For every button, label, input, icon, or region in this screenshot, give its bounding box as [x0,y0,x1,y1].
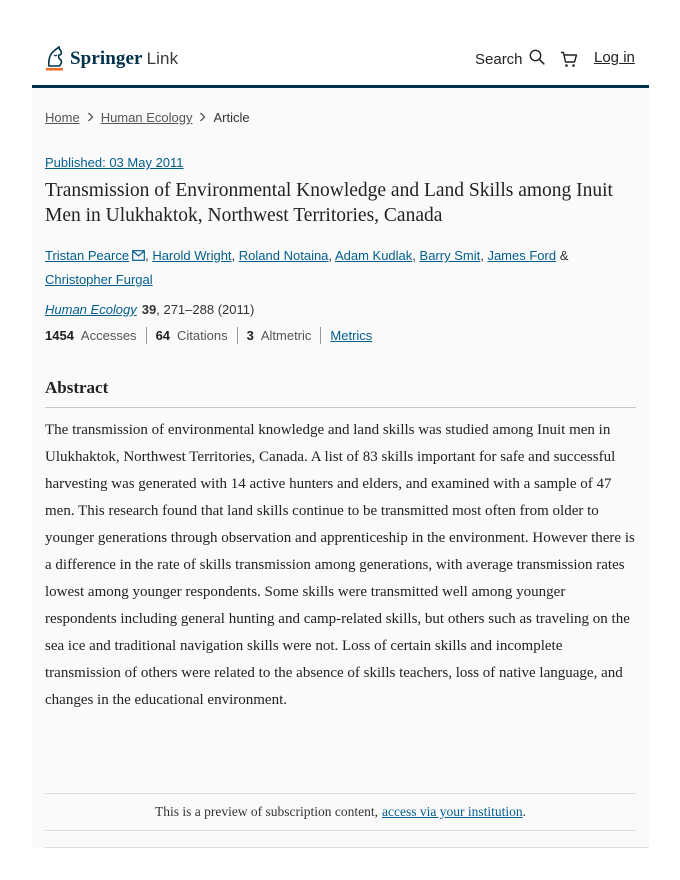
springer-link-logo[interactable] [44,45,178,73]
search-label: Search [475,50,523,68]
accesses-value: 1454 [45,328,74,343]
journal-pages-year: , 271–288 (2011) [156,302,255,317]
published-date[interactable]: Published: 03 May 2011 [45,155,184,170]
breadcrumb-current: Article [213,110,250,125]
author-separator: , [328,248,333,263]
institution-access-link[interactable]: access via your institution [382,804,523,819]
divider [45,847,649,848]
accesses-label: Accesses [80,328,137,343]
abstract-text: The transmission of environmental knowledge and land skills was studied among Inuit men in Ulukhaktok, Northwest Territories, Canada. A list of 83 skills important for safe and successful harvesting was generated with 14 active hunters and elders, and examined with a sample of 47 men. This research found that land skills continue to be transmitted most often from older to younger generations through observation and apprenticeship in the environment. However there is a difference in the rate of skills transmission among generations, with average transmission rates lowest among younger respondents. Some skills were transmitted well among younger respondents including general hunting and camp-related skills, but others such as traveling on the sea ice and traditional navigation skills were not. Loss of certain skills and incomplete transmission of others were related to the absence of skills teachers, loss of native language, and changes in the educational environment. [45,422,635,708]
chevron-right-icon [199,110,206,125]
logo-brand: Springer [70,48,143,69]
journal-link[interactable]: Human Ecology [45,302,137,317]
mail-icon[interactable] [132,245,145,268]
metrics-link[interactable]: Metrics [330,328,373,343]
author-link[interactable]: Christopher Furgal [45,272,153,287]
breadcrumb-journal[interactable]: Human Ecology [100,110,193,125]
altmetric-metric [237,327,321,344]
altmetric-value: 3 [246,328,254,343]
article-content [32,88,649,848]
chevron-right-icon [87,110,94,125]
citations-value: 64 [155,328,171,343]
author-separator: , [231,248,236,263]
author-link[interactable]: Tristan Pearce [45,248,130,263]
journal-volume: 39 [141,302,157,317]
login-link[interactable]: Log in [594,49,635,66]
abstract-heading: Abstract [45,378,636,408]
logo-wordmark [70,48,178,70]
breadcrumb-home[interactable]: Home [45,110,80,125]
breadcrumb [45,110,250,125]
altmetric-label: Altmetric [260,328,312,343]
author-separator: , [480,248,484,263]
article-title: Transmission of Environmental Knowledge and Land Skills among Inuit Men in Ulukhaktok, Northwest Territories, Canada [45,180,613,226]
citation-line [45,302,254,317]
search-icon [523,49,545,69]
author-link[interactable]: Roland Notaina [238,248,329,263]
article-metrics [45,327,381,344]
site-header [32,40,649,88]
metrics-link-item [320,327,381,344]
author-link[interactable]: James Ford [487,248,557,263]
cart-icon[interactable] [560,51,578,73]
search-button[interactable] [475,49,545,69]
author-link[interactable]: Harold Wright [152,248,232,263]
author-separator: , [145,248,149,263]
logo-suffix: Link [146,49,179,68]
citations-label: Citations [177,328,228,343]
author-link[interactable]: Barry Smit [419,248,481,263]
author-separator: , [412,248,416,263]
author-list [45,244,635,291]
accesses-metric [45,327,146,344]
preview-end: . [522,804,527,819]
author-ampersand: & [559,248,569,263]
preview-text: This is a preview of subscription content, [154,804,379,819]
springer-horse-icon [44,46,66,72]
subscription-preview-notice [45,793,636,831]
author-link[interactable]: Adam Kudlak [334,248,413,263]
citations-metric [146,327,237,344]
